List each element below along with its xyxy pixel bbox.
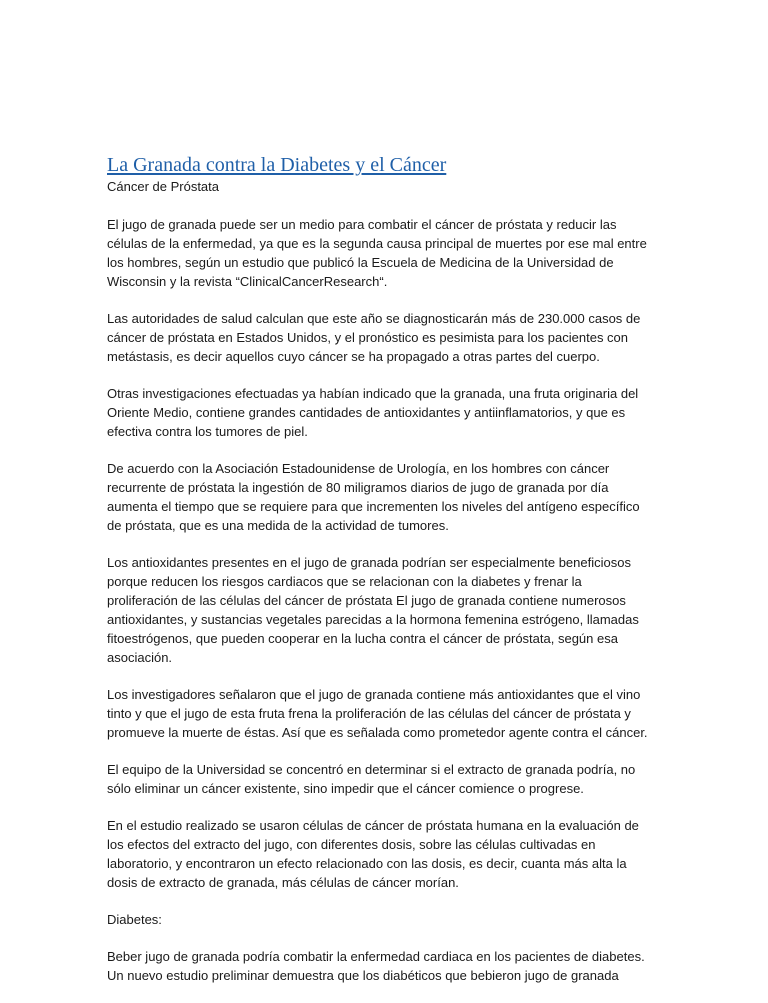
- paragraph-intro: El jugo de granada puede ser un medio para combatir el cáncer de próstata y reducir las células de la enfermedad, ya que es la segunda causa principal de muertes por ese mal entre los hombres, según un estudio que publicó la Escuela de Medicina de la Universidad de Wisconsin y la revista “ClinicalCancerResearch“.: [107, 217, 647, 289]
- paragraph-researchers: Los investigadores señalaron que el jugo de granada contiene más antioxidantes que el vino tinto y que el jugo de esta fruta frena la proliferación de las células del cáncer de próstata y promueve la muerte de éstas. Así que es señalada como prometedor agente contra el cáncer.: [107, 687, 648, 740]
- document-page: [107, 152, 657, 1003]
- paragraph-urology-association: De acuerdo con la Asociación Estadounidense de Urología, en los hombres con cáncer recurrente de próstata la ingestión de 80 miligramos diarios de jugo de granada por día aumenta el tiempo que se requiere para que incrementen los niveles del antígeno específico de próstata, que es una medida de la actividad de tumores.: [107, 461, 640, 533]
- section-heading-diabetes: Diabetes:: [107, 912, 162, 927]
- document-title[interactable]: La Granada contra la Diabetes y el Cáncer: [107, 154, 447, 176]
- paragraph-university-team: El equipo de la Universidad se concentró en determinar si el extracto de granada podría, no sólo eliminar un cáncer existente, sino impedir que el cáncer comience o progrese.: [107, 762, 636, 796]
- paragraph-statistics: Las autoridades de salud calculan que este año se diagnosticarán más de 230.000 casos de cáncer de próstata en Estados Unidos, y el pronóstico es pesimista para los pacientes con metástasis, es decir aquellos cuyo cáncer se ha propagado a otras partes del cuerpo.: [107, 311, 641, 364]
- paragraph-antioxidants: Los antioxidantes presentes en el jugo de granada podrían ser especialmente beneficiosos porque reducen los riesgos cardiacos que se relacionan con la diabetes y frenar la proliferación de las células del cáncer de próstata El jugo de granada contiene numerosos antioxidantes, y sustancias vegetales parecidas a la hormona femenina estrógeno, llamadas fitoestrógenos, que pueden cooperar en la lucha contra el cáncer de próstata, según esa asociación.: [107, 555, 639, 665]
- document-subtitle: Cáncer de Próstata: [107, 179, 220, 194]
- paragraph-previous-research: Otras investigaciones efectuadas ya habían indicado que la granada, una fruta originaria del Oriente Medio, contiene grandes cantidades de antioxidantes y antiinflamatorios, y que es efectiva contra los tumores de piel.: [107, 386, 639, 439]
- paragraph-diabetes: Beber jugo de granada podría combatir la enfermedad cardiaca en los pacientes de diabetes. Un nuevo estudio preliminar demuestra que los diabéticos que bebieron jugo de granada: [107, 949, 645, 983]
- paragraph-study: En el estudio realizado se usaron células de cáncer de próstata humana en la evaluación de los efectos del extracto del jugo, con diferentes dosis, sobre las células cultivadas en laboratorio, y encontraron un efecto relacionado con las dosis, es decir, cuanta más alta la dosis de extracto de granada, más células de cáncer morían.: [107, 818, 639, 890]
